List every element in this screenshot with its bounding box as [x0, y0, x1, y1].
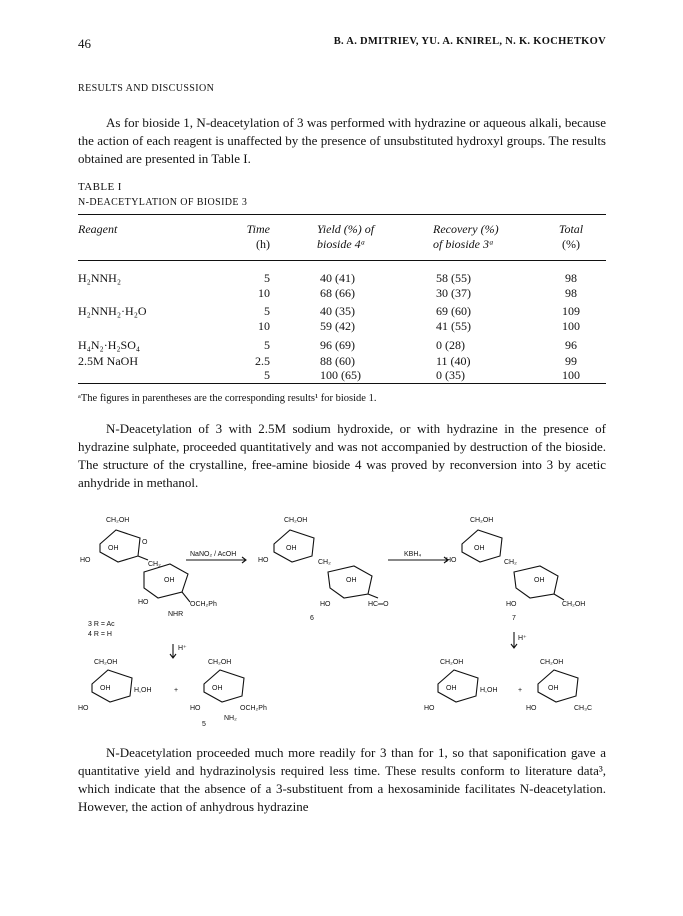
header-recovery: Recovery (%) [433, 222, 499, 236]
cell-time: 2.5 [255, 354, 270, 368]
cell-time: 5 [264, 304, 270, 318]
table-label: TABLE I [78, 181, 122, 193]
running-head [78, 36, 606, 52]
reagent-kbh4: KBH₄ [404, 551, 422, 558]
cell-total: 99 [565, 354, 577, 368]
table-caption: N-DEACETYLATION OF BIOSIDE 3 [78, 197, 248, 208]
label-hc-o: HC═O [368, 601, 389, 608]
cell-yield: 59 (42) [320, 319, 355, 333]
cell-yield: 68 (66) [320, 286, 355, 300]
cell-recovery: 0 (28) [436, 338, 465, 352]
reaction-scheme [78, 508, 606, 728]
label-oh: OH [346, 577, 357, 584]
label-ch2oh: CH₂OH [470, 517, 494, 524]
cell-recovery: 69 (60) [436, 304, 471, 318]
cell-recovery: 0 (35) [436, 368, 465, 382]
header-total: Total [558, 222, 584, 236]
header-total-unit: (%) [562, 237, 580, 251]
cell-total: 96 [565, 338, 577, 352]
paragraph-2: N-Deacetylation of 3 with 2.5M sodium hydroxide, or with hydrazine in the presence of hydrazine sulphate, proceeded quantitatively and was not accompanied by destruction of the bioside. The structure of the crystalline, free-amine bioside 4 was proved by reconversion into 3 by acetic anhydride in methanol. [78, 421, 606, 490]
label-ho: HO [190, 705, 201, 712]
label-oh: OH [474, 545, 485, 552]
paragraph-3: N-Deacetylation proceeded much more readily for 3 than for 1, so that saponification gave a quantitative yield and hydrazinolysis required less time. These results conform to literature data³, which indicate that the absence of a 3-substituent from a hexosaminide facilitates N-deacetylation. However, the action of anhydrous hydrazine [78, 745, 606, 814]
cell-recovery: 30 (37) [436, 286, 471, 300]
label-ch2oh: CH₂OH [440, 659, 464, 666]
cell-yield: 100 (65) [320, 368, 361, 382]
reagent-nano2: NaNO₂ / AcOH [190, 551, 237, 558]
paragraph-1: As for bioside 1, N-deacetylation of 3 was performed with hydrazine or aqueous alkali, because the action of each reagent is unaffected by the presence of unsubstituted hydroxyl groups. The results obtained are presented in Table I. [78, 115, 606, 166]
label-ho: HO [80, 557, 91, 564]
label-compound-5: 5 [202, 721, 206, 728]
label-nhr: NHR [168, 611, 184, 618]
label-ho: HO [506, 601, 517, 608]
author-line: B. A. DMITRIEV, YU. A. KNIREL, N. K. KOCHETKOV [333, 36, 606, 47]
cell-recovery: 11 (40) [436, 354, 471, 368]
label-plus: + [174, 687, 179, 694]
table-footnote: ᵃThe figures in parentheses are the corresponding results¹ for bioside 1. [78, 393, 377, 404]
label-h-oh: H,OH [134, 687, 152, 694]
label-ho: HO [138, 599, 149, 606]
header-yield: Yield (%) of [317, 222, 375, 236]
cell-recovery: 58 (55) [436, 271, 471, 285]
label-ch2: CH₂ [318, 559, 331, 566]
label-ho: HO [424, 705, 435, 712]
label-ch2: CH₂ [504, 559, 517, 566]
label-ho: HO [446, 557, 457, 564]
label-h-plus: H⁺ [518, 635, 527, 642]
section-heading: RESULTS AND DISCUSSION [78, 83, 215, 94]
label-ch2oh: CH₂OH [284, 517, 308, 524]
label-ho: HO [526, 705, 537, 712]
cell-yield: 40 (35) [320, 304, 355, 318]
cell-time: 5 [264, 271, 270, 285]
label-h-oh: H,OH [480, 687, 498, 694]
label-oh: OH [212, 685, 223, 692]
label-och2ph: OCH₂Ph [190, 601, 217, 608]
cell-yield: 96 (69) [320, 338, 355, 352]
label-ho: HO [258, 557, 269, 564]
cell-total: 98 [565, 286, 577, 300]
label-ch2: CH₂ [148, 561, 161, 568]
label-o: O [142, 539, 148, 546]
label-oh: OH [100, 685, 111, 692]
page-number: 46 [78, 36, 91, 51]
label-compound-6: 6 [310, 615, 314, 622]
cell-total: 100 [562, 368, 580, 382]
label-oh: OH [548, 685, 559, 692]
header-reagent: Reagent [78, 222, 118, 236]
cell-recovery: 41 (55) [436, 319, 471, 333]
cell-yield: 40 (41) [320, 271, 355, 285]
label-plus: + [518, 687, 523, 694]
label-nh2: NH₂ [224, 715, 237, 722]
cell-time: 5 [264, 368, 270, 382]
label-oh: OH [286, 545, 297, 552]
label-compound-3: 3 R = Ac [88, 621, 115, 628]
cell-total: 98 [565, 271, 577, 285]
table-top-rule [78, 214, 606, 215]
label-och2ph: OCH₂Ph [240, 705, 267, 712]
header-time: Time [246, 222, 270, 236]
label-compound-4: 4 R = H [88, 631, 112, 638]
cell-time: 5 [264, 338, 270, 352]
label-h-plus: H⁺ [178, 645, 187, 652]
label-ch3c: CH₃C [574, 705, 593, 712]
label-oh: OH [446, 685, 457, 692]
label-ho: HO [320, 601, 331, 608]
label-compound-7: 7 [512, 615, 516, 622]
header-recovery-sub: of bioside 3ᵃ [433, 237, 494, 251]
cell-reagent: 2.5M NaOH [78, 354, 138, 368]
label-oh: OH [534, 577, 545, 584]
label-ho: HO [78, 705, 89, 712]
label-ch2oh: CH₂OH [208, 659, 232, 666]
table-bottom-rule [78, 383, 606, 384]
label-oh: OH [164, 577, 175, 584]
cell-reagent: H₄N₂·H₂SO₄ [78, 338, 141, 352]
header-time-unit: (h) [256, 237, 270, 251]
label-oh: OH [108, 545, 119, 552]
cell-reagent: H₂NNH₂·H₂O [78, 304, 147, 318]
label-ch2oh: CH₂OH [94, 659, 118, 666]
cell-yield: 88 (60) [320, 354, 355, 368]
cell-time: 10 [258, 286, 270, 300]
table-header-rule [78, 260, 606, 261]
cell-reagent: H₂NNH₂ [78, 271, 122, 285]
label-ch2oh: CH₂OH [540, 659, 564, 666]
cell-time: 10 [258, 319, 270, 333]
label-ch2oh: CH₂OH [106, 517, 130, 524]
label-ch2oh: CH₂OH [562, 601, 586, 608]
cell-total: 100 [562, 319, 580, 333]
header-yield-sub: bioside 4ᵃ [317, 237, 366, 251]
cell-total: 109 [562, 304, 580, 318]
